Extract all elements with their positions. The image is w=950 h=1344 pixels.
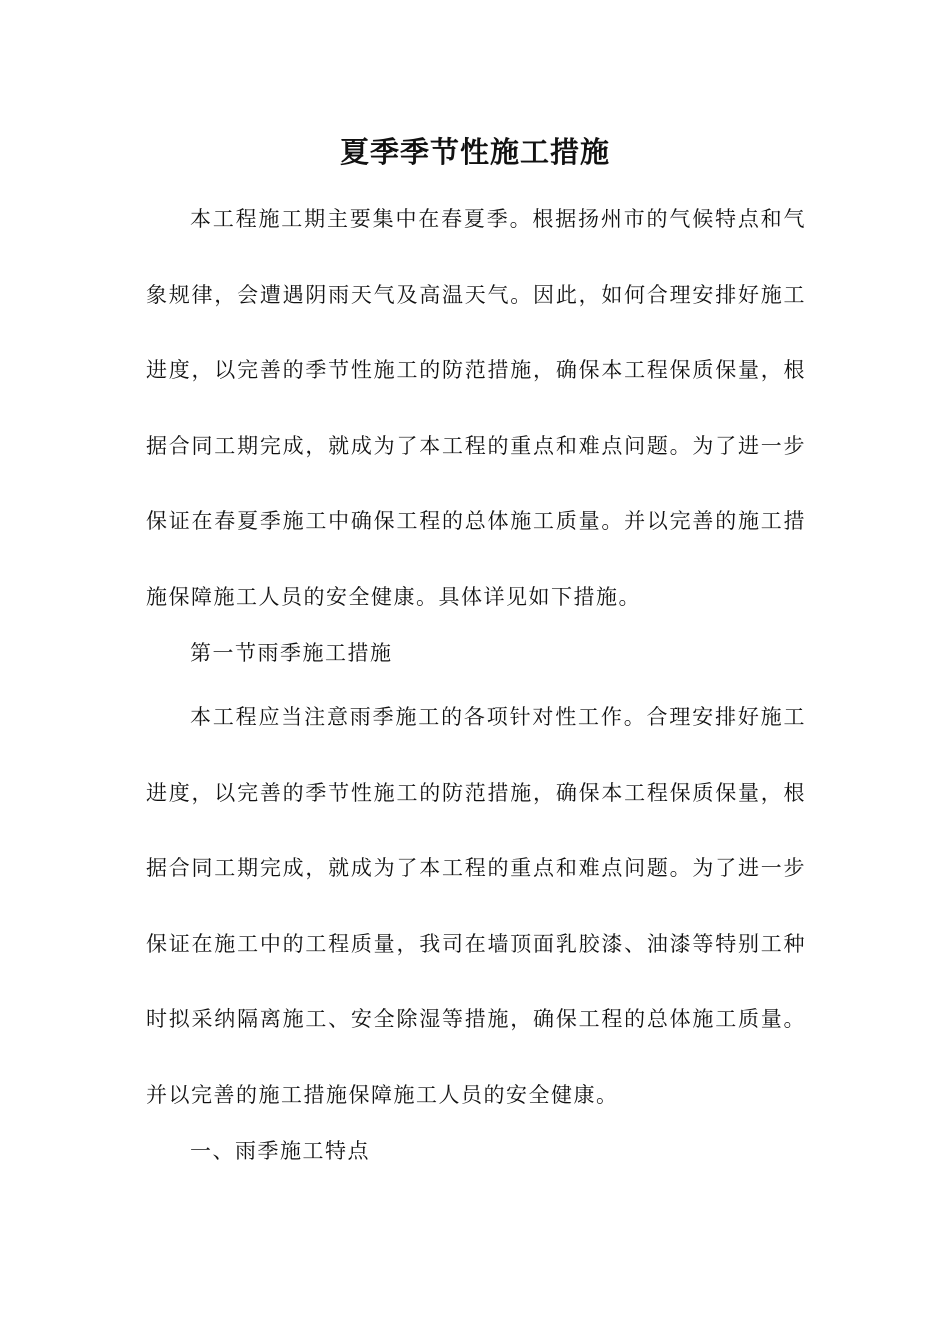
subsection-heading: 一、雨季施工特点 bbox=[190, 1139, 370, 1163]
section-paragraph: 本工程应当注意雨季施工的各项针对性工作。合理安排好施工进度，以完善的季节性施工的防范措施，确保本工程保质保量，根据合同工期完成，就成为了本工程的重点和难点问题。为了进一步保证在施工中的工程质量，我司在墙顶面乳胶漆、油漆等特别工种时拟采纳隔离施工、安全除湿等措施，确保工程的总体施工质量。并以完善的施工措施保障施工人员的安全健康。 bbox=[146, 705, 806, 1107]
document-title: 夏季季节性施工措施 bbox=[339, 135, 610, 169]
intro-paragraph: 本工程施工期主要集中在春夏季。根据扬州市的气候特点和气象规律，会遭遇阴雨天气及高温天气。因此，如何合理安排好施工进度，以完善的季节性施工的防范措施，确保本工程保质保量，根据合同工期完成，就成为了本工程的重点和难点问题。为了进一步保证在春夏季施工中确保工程的总体施工质量。并以完善的施工措施保障施工人员的安全健康。具体详见如下措施。 bbox=[146, 207, 806, 609]
section-heading: 第一节雨季施工措施 bbox=[190, 641, 393, 665]
